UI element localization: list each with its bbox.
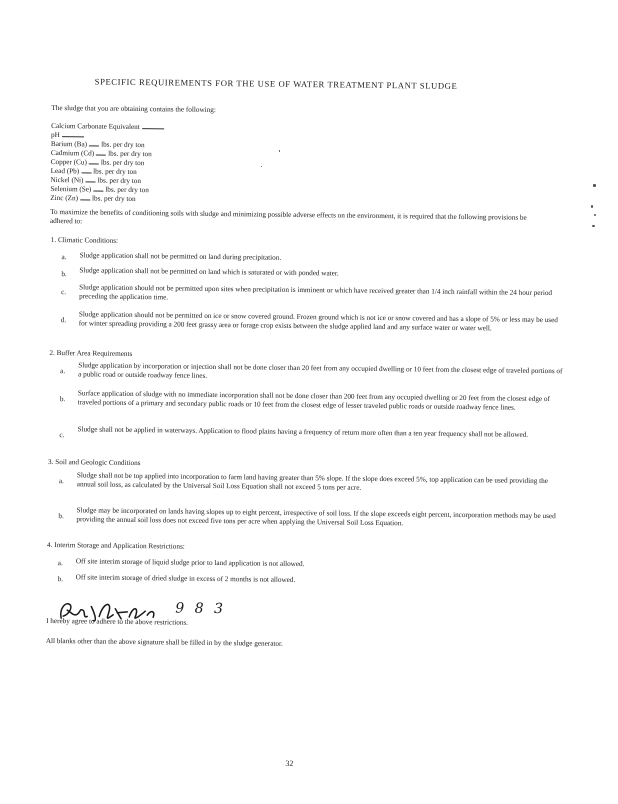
section-number: 1. bbox=[50, 235, 57, 245]
content-unit: lbs. per dry ton bbox=[91, 194, 136, 204]
maximize-paragraph: To maximize the benefits of conditioning soils with sludge and minimizing possible adverse effects on the environment, it is required that the following provisions be adhered to: bbox=[49, 207, 527, 226]
scan-speck bbox=[592, 225, 595, 227]
item-2c-text: Sludge shall not be applied in waterways. Application to flood plains having a frequency of return more often than a ten year frequency shall not be allowed. bbox=[77, 425, 529, 439]
blanks-note: All blanks other than the above signature shall be filled in by the sludge generator. bbox=[45, 636, 283, 648]
section-4-heading bbox=[47, 541, 185, 552]
scan-speck bbox=[591, 205, 593, 208]
content-unit: lbs. per dry ton bbox=[97, 176, 142, 186]
fill-blank bbox=[85, 175, 95, 182]
item-letter: a. bbox=[58, 477, 64, 486]
item-4b-text: Off site interim storage of dried sludge in excess of 2 months is not allowed. bbox=[75, 573, 296, 584]
content-label: Zinc (Zn) bbox=[50, 193, 79, 203]
section-number: 2. bbox=[49, 348, 55, 358]
agreement-line: I hereby agree to adhere to the above restrictions. bbox=[46, 616, 189, 627]
item-letter: a. bbox=[57, 559, 63, 568]
item-letter: c. bbox=[61, 288, 67, 297]
item-1a-text: Sludge application shall not be permitted on land during precipitation. bbox=[79, 251, 282, 262]
fill-blank bbox=[81, 166, 91, 173]
section-title: Climatic Conditions: bbox=[57, 236, 119, 245]
section-title: Buffer Area Requirements bbox=[56, 349, 133, 358]
scan-speck bbox=[279, 150, 280, 152]
content-label: Lead (Pb) bbox=[50, 166, 80, 176]
page-number: 32 bbox=[285, 758, 294, 768]
item-letter: d. bbox=[60, 316, 67, 325]
content-label: Nickel (Ni) bbox=[50, 175, 84, 185]
content-label: Copper (Cu) bbox=[50, 157, 87, 167]
content-label: pH bbox=[51, 130, 60, 140]
scan-speck bbox=[261, 166, 262, 167]
content-label: Cadmium (Cd) bbox=[50, 148, 95, 158]
section-3-heading bbox=[48, 458, 141, 468]
content-unit: lbs. per dry ton bbox=[108, 149, 152, 159]
section-2-heading bbox=[49, 349, 132, 359]
item-letter: a. bbox=[61, 253, 67, 262]
content-line-zinc bbox=[50, 193, 135, 204]
content-label: Barium (Ba) bbox=[50, 139, 88, 149]
signature-date: 9 8 3 bbox=[175, 600, 227, 618]
fill-blank bbox=[89, 157, 99, 164]
fill-blank bbox=[89, 139, 99, 146]
section-title: Interim Storage and Application Restrictions: bbox=[54, 541, 185, 551]
item-2a-text: Sludge application by incorporation or injection shall not be done closer than 20 feet from any occupied dwelling or 10 feet from the closest edge of traveled portions of a public road or outside roadway fence lines. bbox=[78, 361, 563, 380]
fill-blank bbox=[96, 149, 106, 156]
item-2b-text: Surface application of sludge with no immediate incorporation shall not be done closer than 200 feet from any occupied dwelling or 20 feet from the closest edge of traveled portions of a primary and secondary public roads or 10 feet from the closest edge of lesser traveled public roads or outside roadway fence lines. bbox=[77, 389, 550, 412]
item-letter: a. bbox=[60, 367, 66, 376]
item-letter: c. bbox=[59, 431, 65, 440]
item-1d-text: Sludge application should not be permitted on ice or snow covered ground. Frozen ground which is not ice or snow covered and has a slope of 5% or less may be used for winter spreading providing a 200 feet grassy area or forage crop exists between the sludge applied land and any surface water or water well. bbox=[78, 310, 558, 333]
item-letter: b. bbox=[61, 270, 67, 279]
fill-blank bbox=[142, 122, 164, 129]
fill-blank bbox=[80, 193, 90, 200]
content-unit: lbs. per dry ton bbox=[100, 158, 145, 168]
item-letter: b. bbox=[57, 575, 64, 584]
content-label: Calcium Carbonate Equivalent bbox=[51, 121, 140, 132]
fill-blank bbox=[62, 130, 84, 137]
item-letter: b. bbox=[58, 512, 64, 521]
section-number: 4. bbox=[47, 540, 53, 550]
section-1-heading bbox=[51, 236, 118, 246]
fill-blank bbox=[93, 184, 103, 191]
item-1b-text: Sludge application shall not be permitted on land which is saturated or with ponded water. bbox=[79, 266, 339, 278]
scan-speck bbox=[593, 184, 596, 187]
section-number: 3. bbox=[48, 457, 54, 467]
content-unit: lbs. per dry ton bbox=[101, 140, 145, 150]
item-letter: b. bbox=[59, 395, 66, 404]
intro-text: The sludge that you are obtaining contains the following: bbox=[51, 103, 216, 114]
scan-speck bbox=[594, 214, 596, 216]
content-unit: lbs. per dry ton bbox=[93, 167, 137, 177]
item-1c-text: Sludge application should not be permitted upon sites when precipitation is imminent or which have received greater than 1/4 inch rainfall within the 24 hour period preceding the application time. bbox=[79, 283, 553, 302]
document-title: SPECIFIC REQUIREMENTS FOR THE USE OF WATER TREATMENT PLANT SLUDGE bbox=[94, 76, 458, 91]
content-unit: lbs. per dry ton bbox=[105, 185, 149, 195]
content-label: Selenium (Se) bbox=[50, 184, 92, 194]
item-3a-text: Sludge shall not be top applied into incorporation to farm land having greater than 5% slope. If the slope does exceed 5%, top application can be used providing the annual soil loss, as calculated by the Universal Soil Loss Equation shall not exceed 5 tons per acre. bbox=[76, 471, 548, 492]
item-3b-text: Sludge may be incorporated on lands having slopes up to eight percent, irrespective of soil loss. If the slope exceeds eight percent, incorporation methods may be used providing the annual soil loss does not exceed five tons per acre when applying the Universal Soil Loss Equation. bbox=[76, 506, 556, 528]
section-title: Soil and Geologic Conditions bbox=[55, 458, 141, 468]
item-4a-text: Off site interim storage of liquid sludge prior to land application is not allowed. bbox=[75, 557, 305, 569]
